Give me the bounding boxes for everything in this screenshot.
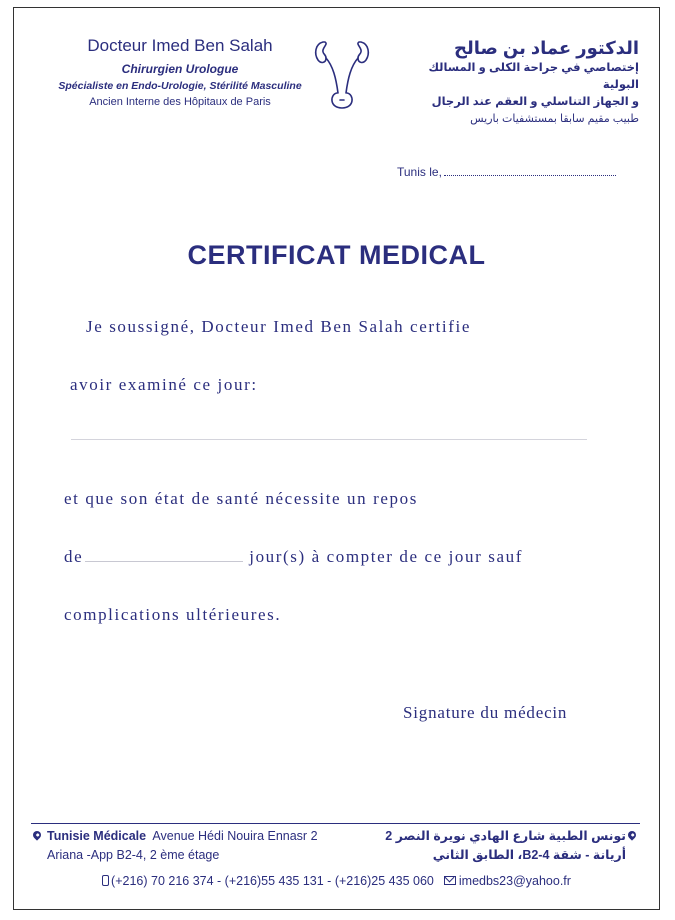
date-label: Tunis le, — [397, 165, 442, 179]
phone-icon — [102, 875, 109, 886]
footer-address-fr — [31, 827, 318, 865]
date-blank[interactable] — [444, 175, 616, 176]
page-title: CERTIFICAT MEDICAL — [187, 240, 486, 270]
body-line-4 — [64, 547, 523, 567]
arabic-address-line-2: أريانة - شقة B2-4، الطابق الثاني — [432, 848, 626, 862]
body-line-4-end: jour(s) à compter de ce jour sauf — [249, 547, 523, 566]
doctor-name: Docteur Imed Ben Salah — [87, 36, 273, 55]
patient-name-blank[interactable] — [71, 439, 587, 440]
location-pin-icon — [31, 829, 42, 840]
address-line-1: Avenue Hédi Nouira Ennasr 2 — [152, 829, 318, 843]
doctor-former-post: Ancien Interne des Hôpitaux de Paris — [89, 96, 271, 108]
doctor-specialty: Chirurgien Urologue — [121, 62, 239, 76]
location-pin-icon — [626, 829, 637, 840]
address-line-2: Ariana -App B2-4, 2 ème étage — [47, 848, 220, 862]
body-line-3: et que son état de santé nécessite un repos — [64, 489, 418, 508]
mail-icon — [444, 876, 456, 885]
body-line-5: complications ultérieures. — [64, 605, 282, 624]
arabic-address-line-1: تونس الطبية شارع الهادي نويرة النصر 2 — [385, 829, 626, 843]
clinic-name: Tunisie Médicale — [47, 829, 147, 843]
footer-contact — [14, 874, 659, 888]
email-address[interactable]: imedbs23@yahoo.fr — [458, 874, 571, 888]
header-right-arabic — [399, 36, 639, 128]
header-left — [34, 36, 326, 110]
rest-days-blank[interactable] — [85, 561, 243, 562]
footer-divider — [31, 823, 640, 824]
body-line-1: Je soussigné, Docteur Imed Ben Salah certifie — [86, 317, 471, 336]
signature-label: Signature du médecin — [403, 703, 568, 722]
arabic-doctor-name: الدكتور عماد بن صالح — [454, 38, 639, 58]
arabic-former-post: طبيب مقيم سابقا بمستشفيات باريس — [470, 113, 639, 125]
body-line-2: avoir examiné ce jour: — [70, 375, 258, 394]
doctor-subspecialty: Spécialiste en Endo-Urologie, Stérilité Masculine — [58, 80, 302, 92]
certificate-page — [13, 7, 660, 910]
arabic-subspecialty: و الجهاز التناسلي و العقم عند الرجال — [431, 96, 639, 108]
kidney-logo-icon — [313, 38, 371, 112]
body-line-4-start: de — [64, 547, 84, 566]
phone-numbers: (+216) 70 216 374 - (+216)55 435 131 - (+216)25 435 060 — [111, 874, 434, 888]
footer-address-ar — [382, 827, 642, 865]
date-line — [397, 165, 616, 179]
arabic-specialty: إختصاصي في جراحة الكلى و المسالك البولية — [428, 62, 639, 91]
